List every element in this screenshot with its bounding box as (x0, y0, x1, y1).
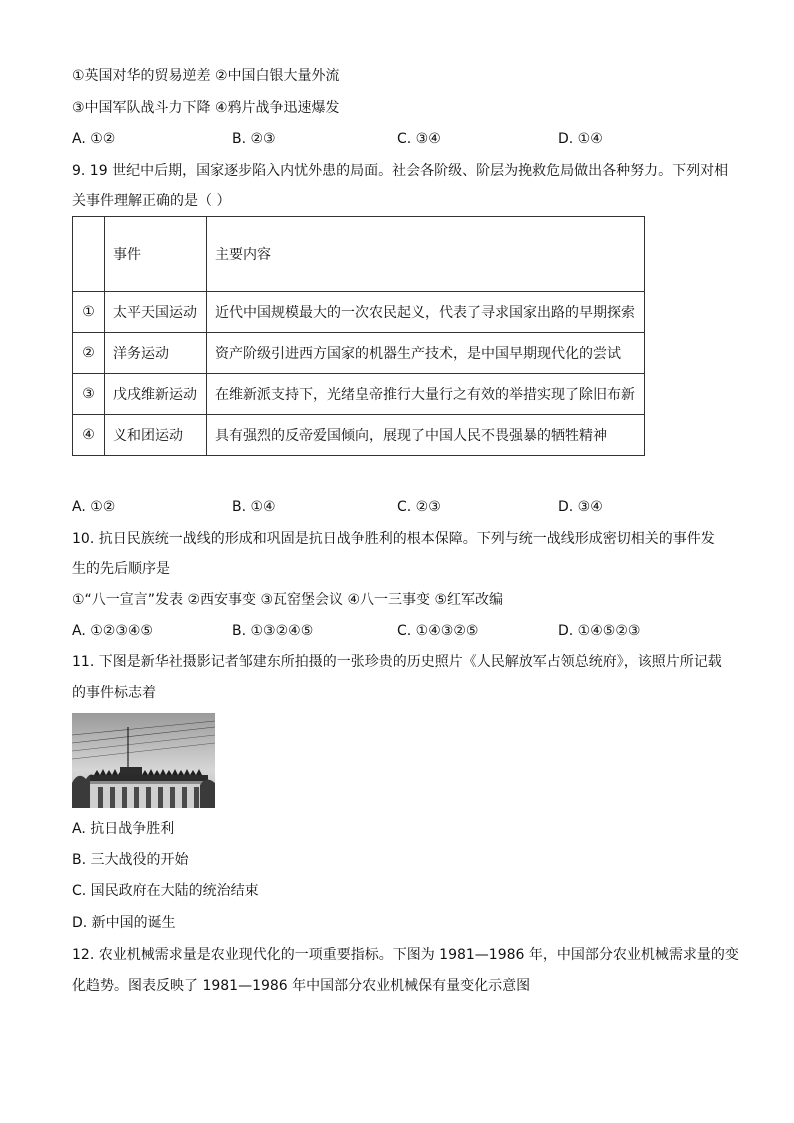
q10-option-c[interactable]: C. ①④③②⑤ (397, 623, 479, 639)
table-row (73, 374, 645, 415)
q10-option-a[interactable]: A. ①②③④⑤ (72, 623, 153, 639)
table-cell-content: 具有强烈的反帝爱国倾向，展现了中国人民不畏强暴的牺牲精神 (207, 415, 645, 456)
table-row (73, 415, 645, 456)
q9-option-c[interactable]: C. ②③ (397, 499, 441, 515)
q11-option-a[interactable]: A. 抗日战争胜利 (72, 821, 175, 837)
q9-stem-line-2: 关事件理解正确的是（ ） (72, 193, 231, 209)
q10-option-b[interactable]: B. ①③②④⑤ (232, 623, 314, 639)
q8-options (72, 129, 722, 149)
q8-item-line-1: ①英国对华的贸易逆差 ②中国白银大量外流 (72, 68, 340, 84)
table-header-cell: 事件 (105, 217, 207, 292)
q12-stem-line-1: 12. 农业机械需求量是农业现代化的一项重要指标。下图为 1981—1986 年，中国部分农业机械需求量的变 (72, 947, 739, 963)
q10-event-list: ①“八一宣言”发表 ②西安事变 ③瓦窑堡会议 ④八一三事变 ⑤红军改编 (72, 592, 504, 608)
q10-stem-line-2: 生的先后顺序是 (72, 561, 170, 577)
presidential-palace-photo-image (72, 713, 215, 808)
table-cell-content: 近代中国规模最大的一次农民起义，代表了寻求国家出路的早期探索 (207, 292, 645, 333)
table-cell-event: 洋务运动 (105, 333, 207, 374)
table-cell-event: 太平天国运动 (105, 292, 207, 333)
q9-option-b[interactable]: B. ①④ (232, 499, 276, 515)
table-header-cell (73, 217, 105, 292)
q9-events-table (72, 216, 645, 456)
q9-stem-line-1: 9. 19 世纪中后期，国家逐步陷入内忧外患的局面。社会各阶级、阶层为挽救危局做出各种努力。下列对相 (72, 163, 729, 179)
q12-stem-line-2: 化趋势。图表反映了 1981—1986 年中国部分农业机械保有量变化示意图 (72, 978, 531, 994)
q10-option-d[interactable]: D. ①④⑤②③ (558, 623, 641, 639)
q10-stem-line-1: 10. 抗日民族统一战线的形成和巩固是抗日战争胜利的根本保障。下列与统一战线形成密切相关的事件发 (72, 531, 715, 547)
historical-photo (72, 713, 215, 808)
table-cell-number: ④ (73, 415, 105, 456)
table-row (73, 292, 645, 333)
table-header-row (73, 217, 645, 292)
q8-option-c[interactable]: C. ③④ (397, 131, 441, 147)
table-header-cell: 主要内容 (207, 217, 645, 292)
q8-option-d[interactable]: D. ①④ (558, 131, 603, 147)
q8-option-b[interactable]: B. ②③ (232, 131, 276, 147)
table-row (73, 333, 645, 374)
q9-option-a[interactable]: A. ①② (72, 499, 116, 515)
q11-option-b[interactable]: B. 三大战役的开始 (72, 852, 189, 868)
table-cell-number: ① (73, 292, 105, 333)
q8-item-line-2: ③中国军队战斗力下降 ④鸦片战争迅速爆发 (72, 100, 340, 116)
table-cell-number: ② (73, 333, 105, 374)
table-cell-number: ③ (73, 374, 105, 415)
q8-option-a[interactable]: A. ①② (72, 131, 116, 147)
q10-options (72, 621, 722, 641)
q11-option-c[interactable]: C. 国民政府在大陆的统治结束 (72, 883, 259, 899)
q11-option-d[interactable]: D. 新中国的诞生 (72, 915, 176, 931)
q11-stem-line-2: 的事件标志着 (72, 685, 156, 701)
table-cell-event: 义和团运动 (105, 415, 207, 456)
table-cell-content: 资产阶级引进西方国家的机器生产技术，是中国早期现代化的尝试 (207, 333, 645, 374)
q9-option-d[interactable]: D. ③④ (558, 499, 603, 515)
table-cell-content: 在维新派支持下，光绪皇帝推行大量行之有效的举措实现了除旧布新 (207, 374, 645, 415)
q11-stem-line-1: 11. 下图是新华社摄影记者邹建东所拍摄的一张珍贵的历史照片《人民解放军占领总统府》，该照片所记载 (72, 654, 722, 670)
q9-options (72, 497, 722, 517)
table-cell-event: 戊戌维新运动 (105, 374, 207, 415)
